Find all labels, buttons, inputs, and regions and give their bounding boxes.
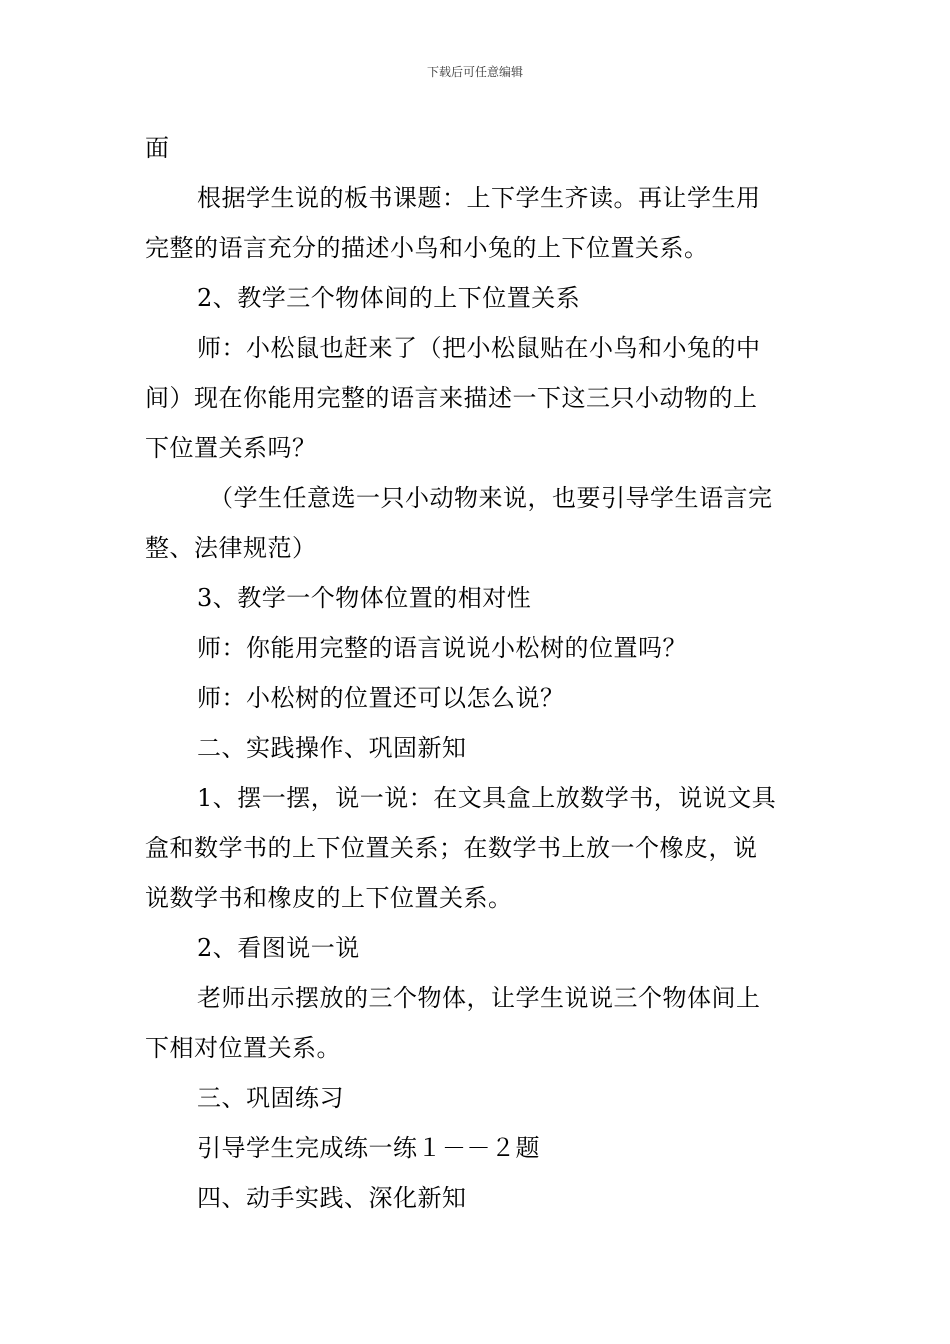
text-line: 间）现在你能用完整的语言来描述一下这三只小动物的上	[145, 384, 758, 412]
section-heading: 四、动手实践、深化新知	[197, 1184, 467, 1212]
section-heading: 三、巩固练习	[197, 1084, 344, 1112]
text-line: 下位置关系吗？	[145, 434, 317, 462]
text-line: 完整的语言充分的描述小鸟和小兔的上下位置关系。	[145, 234, 709, 262]
text-line: 面	[145, 134, 170, 162]
text-line: 师：小松鼠也赶来了（把小松鼠贴在小鸟和小兔的中	[197, 334, 761, 362]
text-line: 师：你能用完整的语言说说小松树的位置吗？	[197, 634, 687, 662]
section-heading: 2、教学三个物体间的上下位置关系	[197, 284, 581, 312]
text-line: 1、摆一摆，说一说：在文具盒上放数学书，说说文具	[197, 784, 777, 812]
text-line: 老师出示摆放的三个物体，让学生说说三个物体间上	[197, 984, 761, 1012]
text-line: 师：小松树的位置还可以怎么说？	[197, 684, 565, 712]
page-header: 下载后可任意编辑	[426, 65, 523, 79]
section-heading: 3、教学一个物体位置的相对性	[197, 584, 532, 612]
text-line: （学生任意选一只小动物来说，也要引导学生语言完	[209, 484, 773, 512]
text-line: 根据学生说的板书课题：上下学生齐读。再让学生用	[197, 184, 761, 212]
text-line: 整、法律规范）	[145, 534, 317, 562]
document-body	[145, 123, 807, 1223]
text-line: 下相对位置关系。	[145, 1034, 341, 1062]
section-heading: 二、实践操作、巩固新知	[197, 734, 467, 762]
text-line: 引导学生完成练一练１－－２题	[197, 1134, 540, 1162]
text-line: 说数学书和橡皮的上下位置关系。	[145, 884, 513, 912]
text-line: 盒和数学书的上下位置关系；在数学书上放一个橡皮，说	[145, 834, 758, 862]
section-heading: 2、看图说一说	[197, 934, 360, 962]
